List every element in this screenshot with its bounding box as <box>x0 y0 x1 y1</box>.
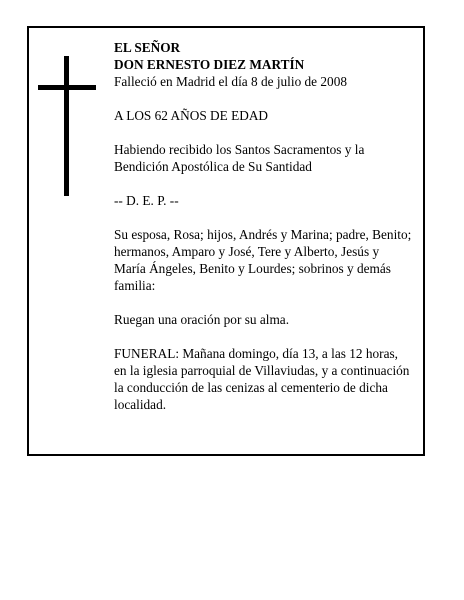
funeral-line: FUNERAL: Mañana domingo, día 13, a las 12 horas, <box>114 346 398 361</box>
family-line: hermanos, Amparo y José, Tere y Alberto, Jesús y <box>114 244 380 259</box>
death-line: Falleció en Madrid el día 8 de julio de 2008 <box>114 74 348 89</box>
sacraments-line: Habiendo recibido los Santos Sacramentos y la <box>114 142 365 157</box>
funeral-line: en la iglesia parroquial de Villaviudas, y a continuación <box>114 363 410 378</box>
rip-line: -- D. E. P. -- <box>114 193 179 208</box>
family-line: familia: <box>114 278 156 293</box>
notice-heading: EL SEÑOR <box>114 40 181 55</box>
funeral-line: localidad. <box>114 397 167 412</box>
obituary-text <box>114 39 426 413</box>
sacraments-paragraph <box>114 141 426 175</box>
deceased-name: DON ERNESTO DIEZ MARTÍN <box>114 57 305 72</box>
funeral-paragraph <box>114 345 426 413</box>
prayer-line: Ruegan una oración por su alma. <box>114 312 290 327</box>
family-line: María Ángeles, Benito y Lourdes; sobrinos y demás <box>114 261 391 276</box>
cross-icon <box>64 56 69 196</box>
funeral-line: la conducción de las cenizas al cementerio de dicha <box>114 380 388 395</box>
family-line: Su esposa, Rosa; hijos, Andrés y Marina; padre, Benito; <box>114 227 412 242</box>
cross-icon-crossbar <box>38 85 96 90</box>
family-paragraph <box>114 226 426 294</box>
sacraments-line: Bendición Apostólica de Su Santidad <box>114 159 312 174</box>
age-line: A LOS 62 AÑOS DE EDAD <box>114 108 269 123</box>
